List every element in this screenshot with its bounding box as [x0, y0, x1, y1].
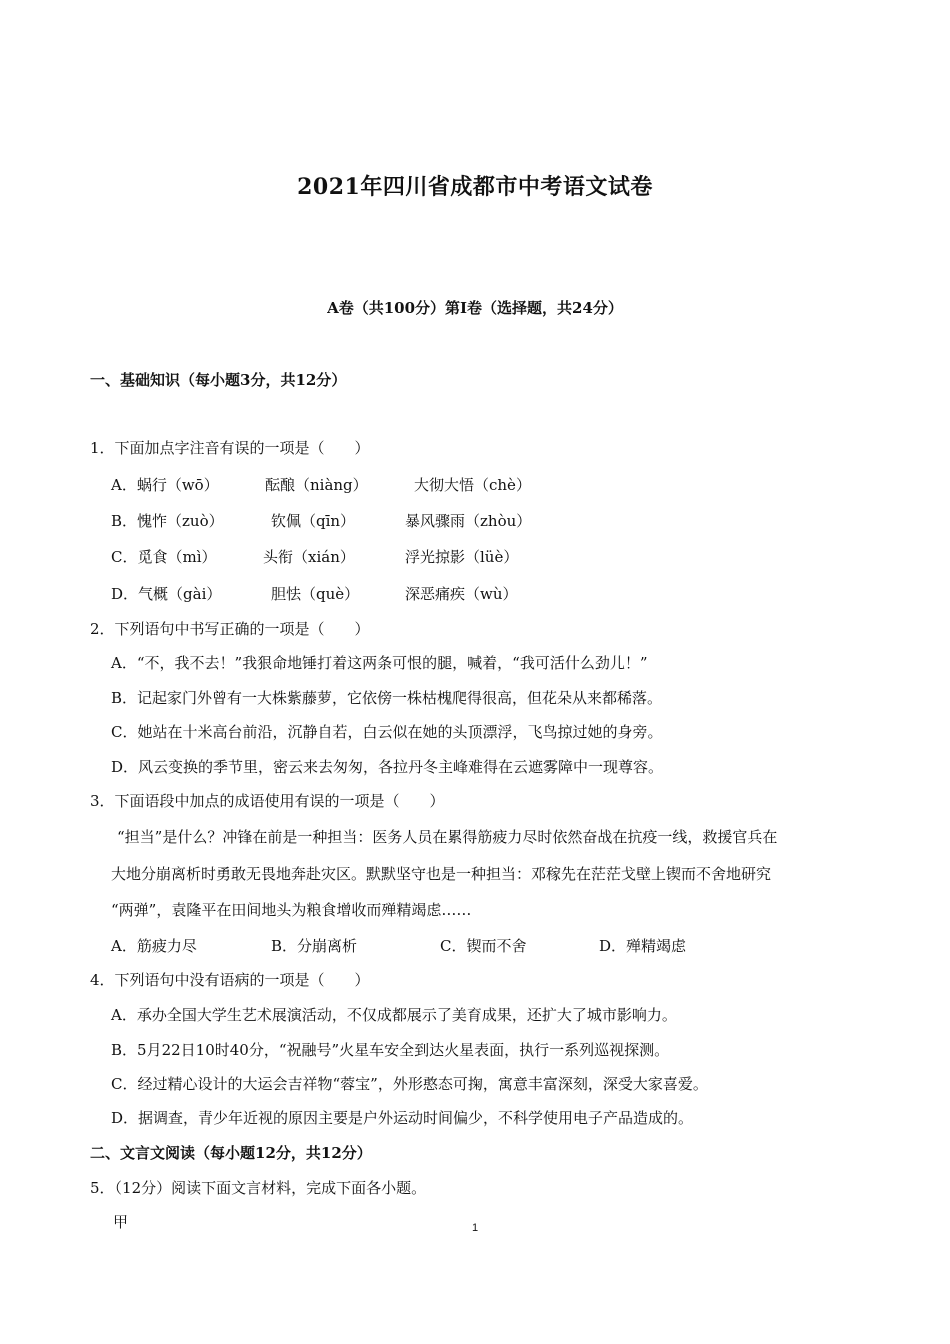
section-heading-classical: 二、文言文阅读（每小题12分，共12分）	[90, 1144, 372, 1162]
q5-text-label: 甲	[113, 1213, 129, 1231]
page-number: 1	[471, 1222, 479, 1234]
q1-option-a-3: 大彻大悟（chè）	[414, 476, 531, 494]
q2-option-a: A．“不，我不去！”我狠命地锤打着这两条可恨的腿，喊着，“我可活什么劲儿！”	[111, 654, 648, 672]
q1-option-b-2: 钦佩（qīn）	[271, 512, 356, 530]
q2-option-c: C．她站在十米高台前沿，沉静自若，白云似在她的头顶漂浮，飞鸟掠过她的身旁。	[111, 723, 663, 741]
q2-option-d: D．风云变换的季节里，密云来去匆匆，各拉丹冬主峰难得在云遮雾障中一现尊容。	[111, 758, 664, 776]
q3-option-a: A．筋疲力尽	[111, 937, 197, 955]
q3-passage-line-2: 大地分崩离析时勇敢无畏地奔赴灾区。默默坚守也是一种担当：邓稼先在茫茫戈壁上锲而不舍地研究	[111, 865, 772, 883]
q1-option-b-1: B．愧怍（zuò）	[111, 512, 224, 530]
q1-option-a-1: A．蜗行（wō）	[111, 476, 219, 494]
q1-option-c-1: C．觅食（mì）	[111, 548, 217, 566]
q3-option-b: B．分崩离析	[271, 937, 358, 955]
question-2-stem: 2．下列语句中书写正确的一项是（ ）	[90, 620, 370, 638]
q3-passage-line-1: “担当”是什么？冲锋在前是一种担当：医务人员在累得筋疲力尽时依然奋战在抗疫一线，救援官兵在	[117, 828, 778, 846]
q4-option-a: A．承办全国大学生艺术展演活动，不仅成都展示了美育成果，还扩大了城市影响力。	[111, 1006, 677, 1024]
q1-option-c-2: 头衔（xián）	[263, 548, 355, 566]
q1-option-d-1: D．气概（gài）	[111, 585, 222, 603]
section-heading-basic: 一、基础知识（每小题3分，共12分）	[90, 371, 347, 389]
q1-option-b-3: 暴风骤雨（zhòu）	[405, 512, 532, 530]
q3-option-c: C．锲而不舍	[440, 937, 527, 955]
question-1-stem: 1．下面加点字注音有误的一项是（ ）	[90, 439, 370, 457]
question-5-stem: 5．（12分）阅读下面文言材料，完成下面各小题。	[90, 1179, 427, 1197]
exam-subtitle: A卷（共100分）第Ⅰ卷（选择题，共24分）	[327, 299, 623, 317]
q4-option-d: D．据调查，青少年近视的原因主要是户外运动时间偏少，不科学使用电子产品造成的。	[111, 1109, 694, 1127]
q2-option-b: B．记起家门外曾有一大株紫藤萝，它依傍一株枯槐爬得很高，但花朵从来都稀落。	[111, 689, 663, 707]
q4-option-c: C．经过精心设计的大运会吉祥物“蓉宝”，外形憨态可掬，寓意丰富深刻，深受大家喜爱。	[111, 1075, 708, 1093]
question-3-stem: 3．下面语段中加点的成语使用有误的一项是（ ）	[90, 792, 445, 810]
q4-option-b: B．5月22日10时40分，“祝融号”火星车安全到达火星表面，执行一系列巡视探测。	[111, 1041, 670, 1059]
q3-option-d: D．殚精竭虑	[599, 937, 687, 955]
q3-passage-line-3: “两弹”，袁隆平在田间地头为粮食增收而殚精竭虑……	[111, 901, 472, 919]
page-title: 2021年四川省成都市中考语文试卷	[297, 174, 653, 200]
q1-option-a-2: 酝酿（niàng）	[265, 476, 368, 494]
q1-option-c-3: 浮光掠影（lüè）	[405, 548, 519, 566]
q1-option-d-2: 胆怯（què）	[271, 585, 360, 603]
q1-option-d-3: 深恶痛疾（wù）	[405, 585, 518, 603]
question-4-stem: 4．下列语句中没有语病的一项是（ ）	[90, 971, 370, 989]
